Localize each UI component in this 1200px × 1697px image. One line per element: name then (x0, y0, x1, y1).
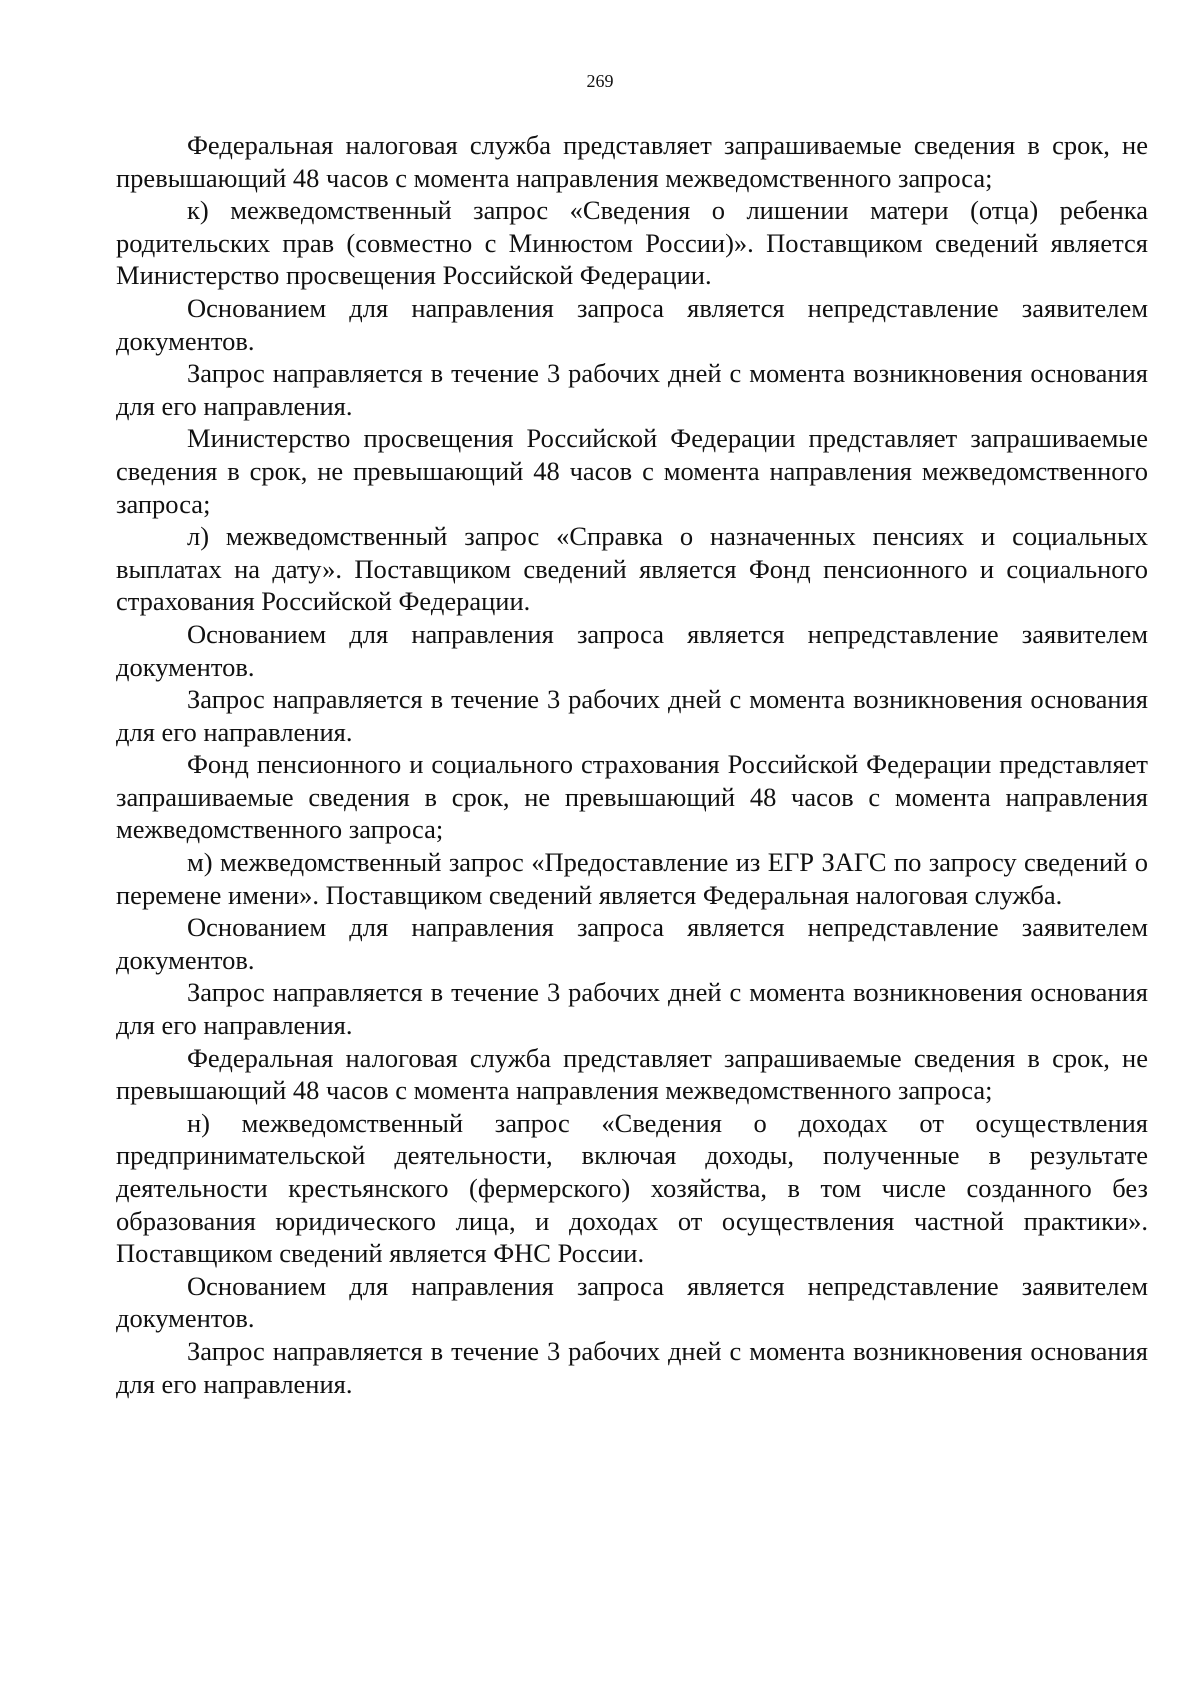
paragraph: Основанием для направления запроса является непредставление заявителем документов. (116, 618, 1148, 682)
paragraph: м) межведомственный запрос «Предоставление из ЕГР ЗАГС по запросу сведений о перемене имени». Поставщиком сведений является Федеральная налоговая служба. (116, 847, 1148, 910)
paragraph: Министерство просвещения Российской Федерации представляет запрашиваемые сведения в срок, не превышающий 48 часов с момента направления межведомственного запроса; (116, 423, 1148, 519)
paragraph: Основанием для направления запроса является непредставление заявителем документов. (116, 292, 1148, 356)
paragraph: л) межведомственный запрос «Справка о назначенных пенсиях и социальных выплатах на дату». Поставщиком сведений является Фонд пенсионного и социального страхования Российской Федерации. (116, 521, 1148, 617)
document-body (116, 129, 1148, 1400)
paragraph: Основанием для направления запроса является непредставление заявителем документов. (116, 1270, 1148, 1334)
paragraph: Запрос направляется в течение 3 рабочих дней с момента возникновения основания для его направления. (116, 977, 1148, 1041)
paragraph: Федеральная налоговая служба представляет запрашиваемые сведения в срок, не превышающий 48 часов с момента направления межведомственного запроса; (116, 1042, 1148, 1106)
paragraph: н) межведомственный запрос «Сведения о доходах от осуществления предпринимательской деятельности, включая доходы, полученные в результате деятельности крестьянского (фермерского) хозяйства, в том числе созданного без образования юридического лица, и доходах от осуществления частной практики». Поставщиком сведений является ФНС России. (116, 1107, 1148, 1269)
paragraph: к) межведомственный запрос «Сведения о лишении матери (отца) ребенка родительских прав (совместно с Минюстом России)». Поставщиком сведений является Министерство просвещения Российской Федерации. (116, 195, 1148, 291)
paragraph: Федеральная налоговая служба представляет запрашиваемые сведения в срок, не превышающий 48 часов с момента направления межведомственного запроса; (116, 130, 1148, 193)
paragraph: Запрос направляется в течение 3 рабочих дней с момента возникновения основания для его направления. (116, 684, 1148, 747)
paragraph: Запрос направляется в течение 3 рабочих дней с момента возникновения основания для его направления. (116, 358, 1148, 421)
paragraph: Основанием для направления запроса является непредставление заявителем документов. (116, 912, 1148, 975)
paragraph: Фонд пенсионного и социального страхования Российской Федерации представляет запрашиваемые сведения в срок, не превышающий 48 часов с момента направления межведомственного запроса; (116, 749, 1148, 845)
page-number: 269 (586, 71, 614, 91)
paragraph: Запрос направляется в течение 3 рабочих дней с момента возникновения основания для его направления. (116, 1335, 1148, 1399)
